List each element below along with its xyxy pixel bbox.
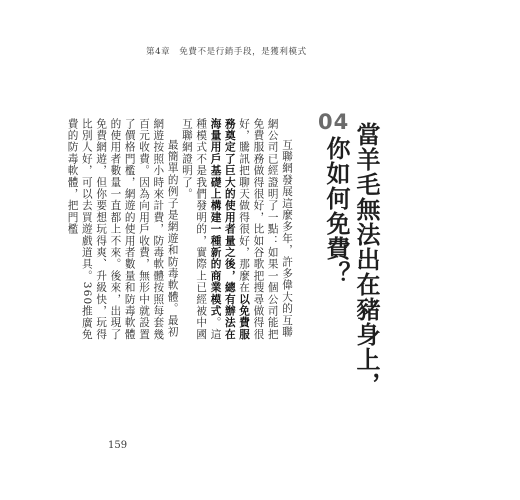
paragraph-1-text-b: 。這種模式不是我們發明的，實際上已經被中國互聯網證明了。 [180, 118, 222, 341]
paragraph-1-text-a: 互聯網發展這麼多年，許多偉大的互聯網公司已經證明了一點：如果一個公司能把免費服務做得很好，比如谷歌把搜尋做得很好，騰訊把聊天做得很好，那麼在 [238, 118, 293, 341]
section-title-line1: 當羊毛無法出在豬身上， [352, 122, 380, 397]
body-text [65, 118, 294, 343]
page-number: 159 [108, 440, 128, 451]
section-title-line2: 你如何免費？ [322, 136, 350, 286]
section-number: 04 [318, 110, 350, 134]
paragraph-1 [180, 118, 294, 343]
paragraph-2: 最簡單的例子是網遊和防毒軟體。最初網遊按照小時來計費，防毒軟體按照每套幾百元收費。因為向用戶收費，無形中就設置了價格門檻，網遊的使用者數量和防毒軟體的使用者數量一直都上不來。後來，出現了免費網遊，但你要想玩得爽、升級快，玩得比別人好，可以去買遊戲道具。360推廣免費的防毒軟體，把門檻 [66, 118, 179, 341]
running-head: 第4章 免費不是行銷手段，是獲利模式 [146, 47, 307, 57]
paragraph-1-emphasis: 以免費服務奠定了巨大的使用者量之後，總有辦法在海量用戶基礎上構建一種新的商業模式 [209, 118, 251, 341]
